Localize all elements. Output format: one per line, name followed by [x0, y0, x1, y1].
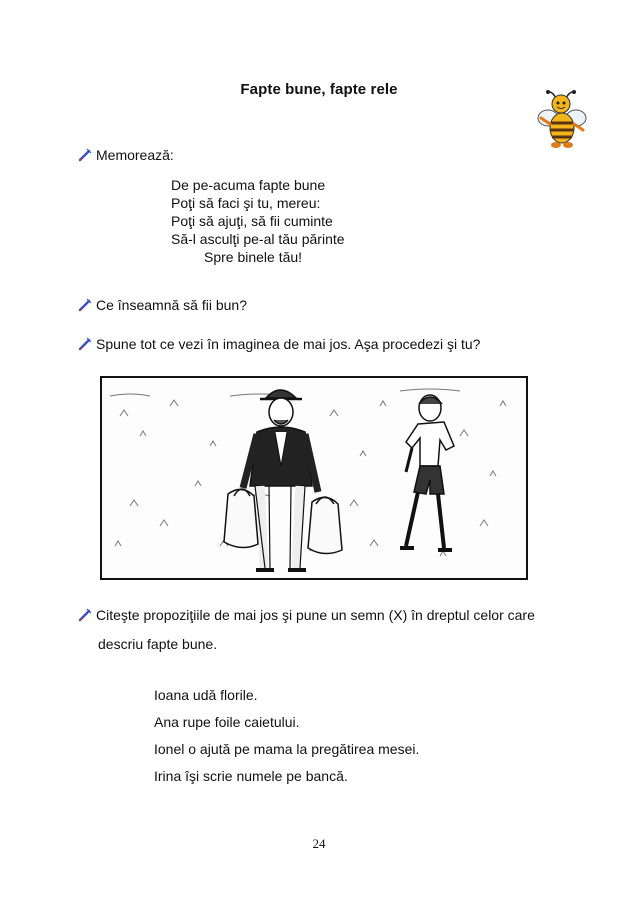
instruction-image-text: Spune tot ce vezi în imaginea de mai jos. Aşa procedezi şi tu? [96, 336, 481, 352]
pencil-bullet-icon [78, 337, 92, 351]
poem-line: De pe-acuma fapte bune [171, 177, 326, 193]
poem-line: Poţi să faci şi tu, mereu: [171, 195, 321, 211]
instruction-exercise-row [78, 606, 535, 624]
pencil-bullet-icon [78, 148, 92, 162]
instruction-exercise-line2: descriu fapte bune. [98, 636, 218, 652]
pencil-bullet-icon [78, 298, 92, 312]
instruction-image-row [78, 335, 480, 353]
sentence-item: Ionel o ajută pe mama la pregătirea mesei. [154, 741, 420, 757]
poem-line: Să-l asculţi pe-al tău părinte [171, 231, 345, 247]
memoreaza-label: Memorează: [96, 147, 174, 163]
page-number: 24 [312, 836, 326, 851]
sentence-item: Irina îşi scrie numele pe bancă. [154, 768, 348, 784]
memoreaza-row [78, 146, 174, 164]
poem-line: Poţi să ajuţi, să fii cuminte [171, 213, 333, 229]
instruction-exercise-line1: Citeşte propoziţiile de mai jos şi pune un semn (X) în dreptul celor care [96, 607, 535, 623]
question-text: Ce înseamnă să fii bun? [96, 297, 247, 313]
sentence-list [154, 682, 419, 790]
sentence-item: Ana rupe foile caietului. [154, 714, 300, 730]
question-row [78, 296, 247, 314]
poem-line: Spre binele tău! [204, 249, 303, 265]
bee-icon [532, 88, 592, 150]
poem [171, 176, 345, 266]
pencil-bullet-icon [78, 608, 92, 622]
sentence-item: Ioana udă florile. [154, 687, 258, 703]
illustration-man-and-boy [100, 376, 528, 580]
page-title: Fapte bune, fapte rele [240, 81, 398, 98]
